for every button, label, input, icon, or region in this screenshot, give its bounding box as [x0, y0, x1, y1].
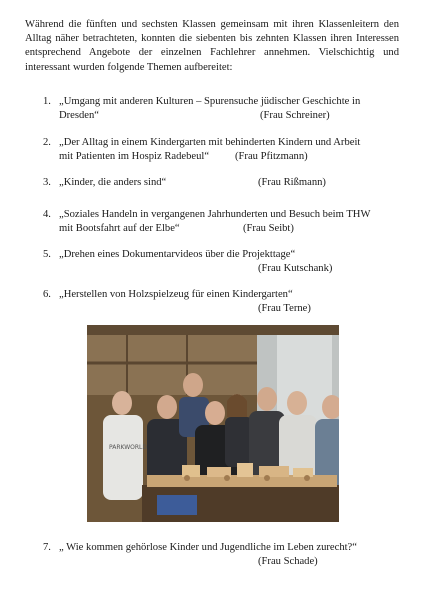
topic-title-line1: „Umgang mit anderen Kulturen – Spurensuche jüdischer Geschichte in: [59, 96, 361, 107]
topic-item-5: [43, 248, 403, 278]
topic-title-line1: „Soziales Handeln in vergangenen Jahrhunderten und Besuch beim THW: [59, 209, 371, 220]
topic-title-line1: „Herstellen von Holzspielzeug für einen Kindergarten“: [59, 289, 293, 300]
topic-teacher: (Frau Pfitzmann): [235, 151, 308, 162]
topic-teacher: (Frau Rißmann): [258, 177, 326, 188]
topic-title-line1: „ Wie kommen gehörlose Kinder und Jugendliche im Leben zurecht?“: [59, 542, 357, 553]
topic-number: 6.: [43, 289, 51, 300]
topic-number: 2.: [43, 137, 51, 148]
group-photo-illustration: [87, 325, 339, 522]
shirt-print: PARKWORLD: [109, 444, 148, 451]
topic-number: 7.: [43, 542, 51, 553]
group-photo: [87, 325, 339, 522]
topic-teacher: (Frau Kutschank): [258, 263, 333, 274]
topic-title-line1: „Der Alltag in einem Kindergarten mit behinderten Kindern und Arbeit: [59, 137, 361, 148]
topic-item-3: [43, 176, 403, 192]
topic-title-line2: Dresden“: [59, 110, 100, 121]
topic-number: 4.: [43, 209, 51, 220]
intro-paragraph: Während die fünften und sechsten Klassen gemeinsam mit ihren Klassenleitern den Alltag näher betrachteten, konnten die siebenten bis zehnten Klassen ihren Interessen entsprechend Angebote der einzelnen Fachlehrer annehmen. Vielschichtig und interessant wurden folgende Themen aufbereitet:: [25, 19, 399, 73]
topic-item-7: [43, 541, 413, 571]
topic-title-line1: „Kinder, die anders sind“: [59, 177, 167, 188]
topic-title-line2: mit Bootsfahrt auf der Elbe“: [59, 223, 180, 234]
topic-item-6: [43, 288, 403, 318]
topic-teacher: (Frau Terne): [258, 303, 311, 314]
topic-teacher: (Frau Seibt): [243, 223, 294, 234]
topic-number: 5.: [43, 249, 51, 260]
topic-item-2: [43, 136, 403, 166]
topic-title-line1: „Drehen eines Dokumentarvideos über die Projekttage“: [59, 249, 296, 260]
topic-item-4: [43, 208, 403, 238]
topic-teacher: (Frau Schreiner): [260, 110, 330, 121]
topic-number: 3.: [43, 177, 51, 188]
topic-teacher: (Frau Schade): [258, 556, 318, 567]
topic-item-1: [43, 95, 403, 125]
topic-number: 1.: [43, 96, 51, 107]
topic-title-line2: mit Patienten im Hospiz Radebeul“: [59, 151, 210, 162]
